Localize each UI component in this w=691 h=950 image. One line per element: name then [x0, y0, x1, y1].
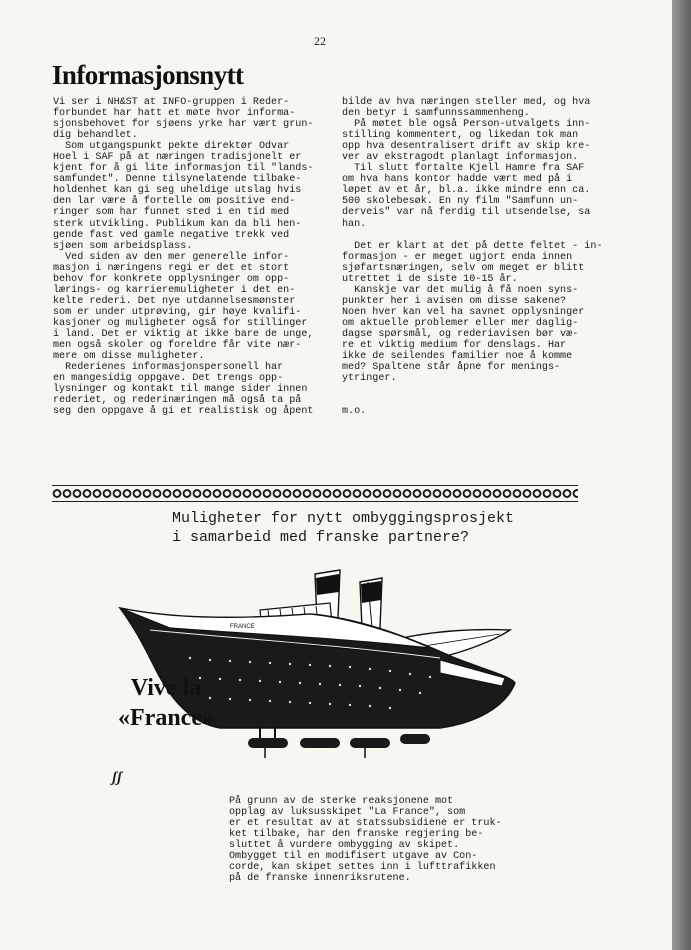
text-line: holdenhet kan gi seg uheldige utslag hvis	[53, 185, 302, 197]
text-line: rederiet, og rederinæringen må også ta på	[53, 395, 302, 407]
text-line: løpet av et år, bl.a. ikke mindre enn ca.	[342, 185, 591, 197]
text-line: lysninger og kontakt til mange sider innen	[53, 384, 308, 396]
text-line: Kanskje var det mulig å få noen syns-	[342, 284, 579, 296]
article-right-column	[342, 97, 612, 417]
ship-landing-gear	[248, 726, 430, 758]
text-line: masjon i næringens regi er det et stort	[53, 262, 290, 274]
ship-name-text: FRANCE	[230, 624, 255, 630]
text-line: opp hva desentralisert drift av skip kre-	[342, 141, 591, 153]
text-line: ringer som har funnet sted i en tid med	[53, 207, 290, 219]
text-line: Vi ser i NH&ST at INFO-gruppen i Reder-	[53, 97, 290, 108]
text-line: samfundet". Denne tilsynelatende tilbake-	[53, 174, 302, 186]
text-line: om hva hans kontor hadde vært med på i	[342, 174, 573, 186]
text-line: kelte rederi. Det nye utdannelsesmønster	[53, 295, 296, 307]
text-line: men også skoler og foreldre får vite nær-	[53, 340, 302, 352]
text-line: i land. Det er viktig at ikke bare de unge,	[53, 328, 314, 340]
cartoon-label-line: Vive la	[130, 675, 202, 701]
text-line: en mangesidig oppgave. Det trengs opp-	[53, 373, 284, 385]
text-line: gende fast ved gamle negative trekk ved	[53, 229, 290, 241]
cartoon-caption	[229, 796, 509, 884]
text-line: re et viktig medium for denslags. Har	[342, 339, 567, 351]
text-line: mere om disse muligheter.	[53, 351, 205, 363]
text-line: På møtet ble også Person-utvalgets inn-	[342, 119, 591, 131]
text-line: Ved siden av den mer generelle infor-	[53, 251, 290, 263]
text-line: om aktuelle problemer eller mer daglig-	[342, 317, 579, 329]
text-line: ver av ekstragodt planlagt informasjon.	[342, 152, 579, 164]
caption-line: på de franske innenriksrutene.	[229, 873, 411, 885]
text-line: kasjoner og muligheter også for stillinger	[53, 317, 308, 329]
caption-line: sluttet å vurdere ombygging av skipet.	[229, 840, 460, 852]
cartoon-headline	[172, 509, 514, 547]
text-line: kjent for å gi lite informasjon til "lands-	[53, 163, 314, 175]
caption-line: er et resultat av at statssubsidiene er truk-	[229, 818, 502, 830]
page-number: 22	[314, 34, 326, 48]
text-line: sterk utvikling. Publikum kan da bli hen-	[53, 218, 302, 230]
text-line: med? Spaltene står åpne for menings-	[342, 362, 561, 374]
caption-line: ket tilbake, har den franske regjering be-	[229, 829, 484, 841]
text-line: seg den oppgave å gi et realistisk og åpent	[53, 406, 314, 418]
text-line: forbundet har hatt et møte hvor informa-	[53, 108, 296, 120]
text-line: stilling kommentert, og likedan tok man	[342, 130, 579, 142]
text-line: sjøfartsnæringen, selv om meget er blitt	[342, 262, 585, 274]
caption-line: Ombygget til en modifisert utgave av Con-	[229, 851, 478, 863]
headline-line: Muligheter for nytt ombyggingsprosjekt	[172, 510, 515, 527]
artist-signature: ʃʃ	[112, 770, 122, 786]
text-line: Rederienes informasjonspersonell har	[53, 362, 284, 374]
text-line: 500 skolebesøk. En ny film "Samfunn un-	[342, 196, 579, 208]
text-line: punkter her i avisen om disse sakene?	[342, 295, 567, 307]
cartoon-label-line: «France»	[118, 705, 214, 731]
caption-line: corde, kan skipet settes inn i lufttrafikken	[229, 862, 496, 874]
text-line: behov for konkrete opplysninger om opp-	[53, 273, 290, 285]
text-line: derveis" var nå ferdig til utsendelse, sa	[342, 207, 591, 219]
text-line: ikke de seilendes familier noe å komme	[342, 351, 573, 363]
text-line: dig behandlet.	[53, 130, 138, 142]
article-heading: Informasjonsnytt	[52, 60, 244, 90]
text-line: utrettet i de siste 10-15 år.	[342, 273, 518, 285]
text-line: Det er klart at det på dette feltet - in-	[342, 240, 603, 252]
text-line: Hoel i SAF på at næringen tradisjonelt er	[53, 152, 302, 164]
scan-page-edge	[672, 0, 691, 950]
text-line: formasjon - er meget ugjort enda innen	[342, 251, 573, 263]
cartoon-label	[118, 673, 214, 733]
caption-line: På grunn av de sterke reaksjonene mot	[229, 796, 454, 807]
headline-line: i samarbeid med franske partnere?	[172, 529, 470, 546]
article-signature: m.o.	[342, 406, 367, 418]
text-line: lærings- og karrieremuligheter i det en-	[53, 284, 296, 296]
text-line: sjøen som arbeidsplass.	[53, 240, 193, 252]
text-line: som er under utprøving, gir høye kvalifi-	[53, 306, 302, 318]
decorative-border	[52, 485, 578, 502]
caption-line: opplag av luksusskipet "La France", som	[229, 807, 466, 819]
text-line: bilde av hva næringen steller med, og hva	[342, 97, 591, 108]
text-line: han.	[342, 218, 367, 230]
text-line: Som utgangspunkt pekte direktør Odvar	[53, 141, 290, 153]
text-line: ytringer.	[342, 373, 397, 385]
text-line: den lar være å fortelle om positive end-	[53, 196, 296, 208]
ship-cartoon-illustration	[110, 548, 530, 768]
text-line: dagse spørsmål, og rederiavisen bør væ-	[342, 328, 579, 340]
text-line: sjonsbehovet for sjøens yrke har vært grun-	[53, 119, 314, 131]
article-left-column	[53, 97, 313, 417]
text-line: Noen hver kan vel ha savnet opplysninger	[342, 306, 585, 318]
text-line: den betyr i samfunnssammenheng.	[342, 108, 530, 120]
text-line: Til slutt fortalte Kjell Hamre fra SAF	[342, 163, 585, 175]
